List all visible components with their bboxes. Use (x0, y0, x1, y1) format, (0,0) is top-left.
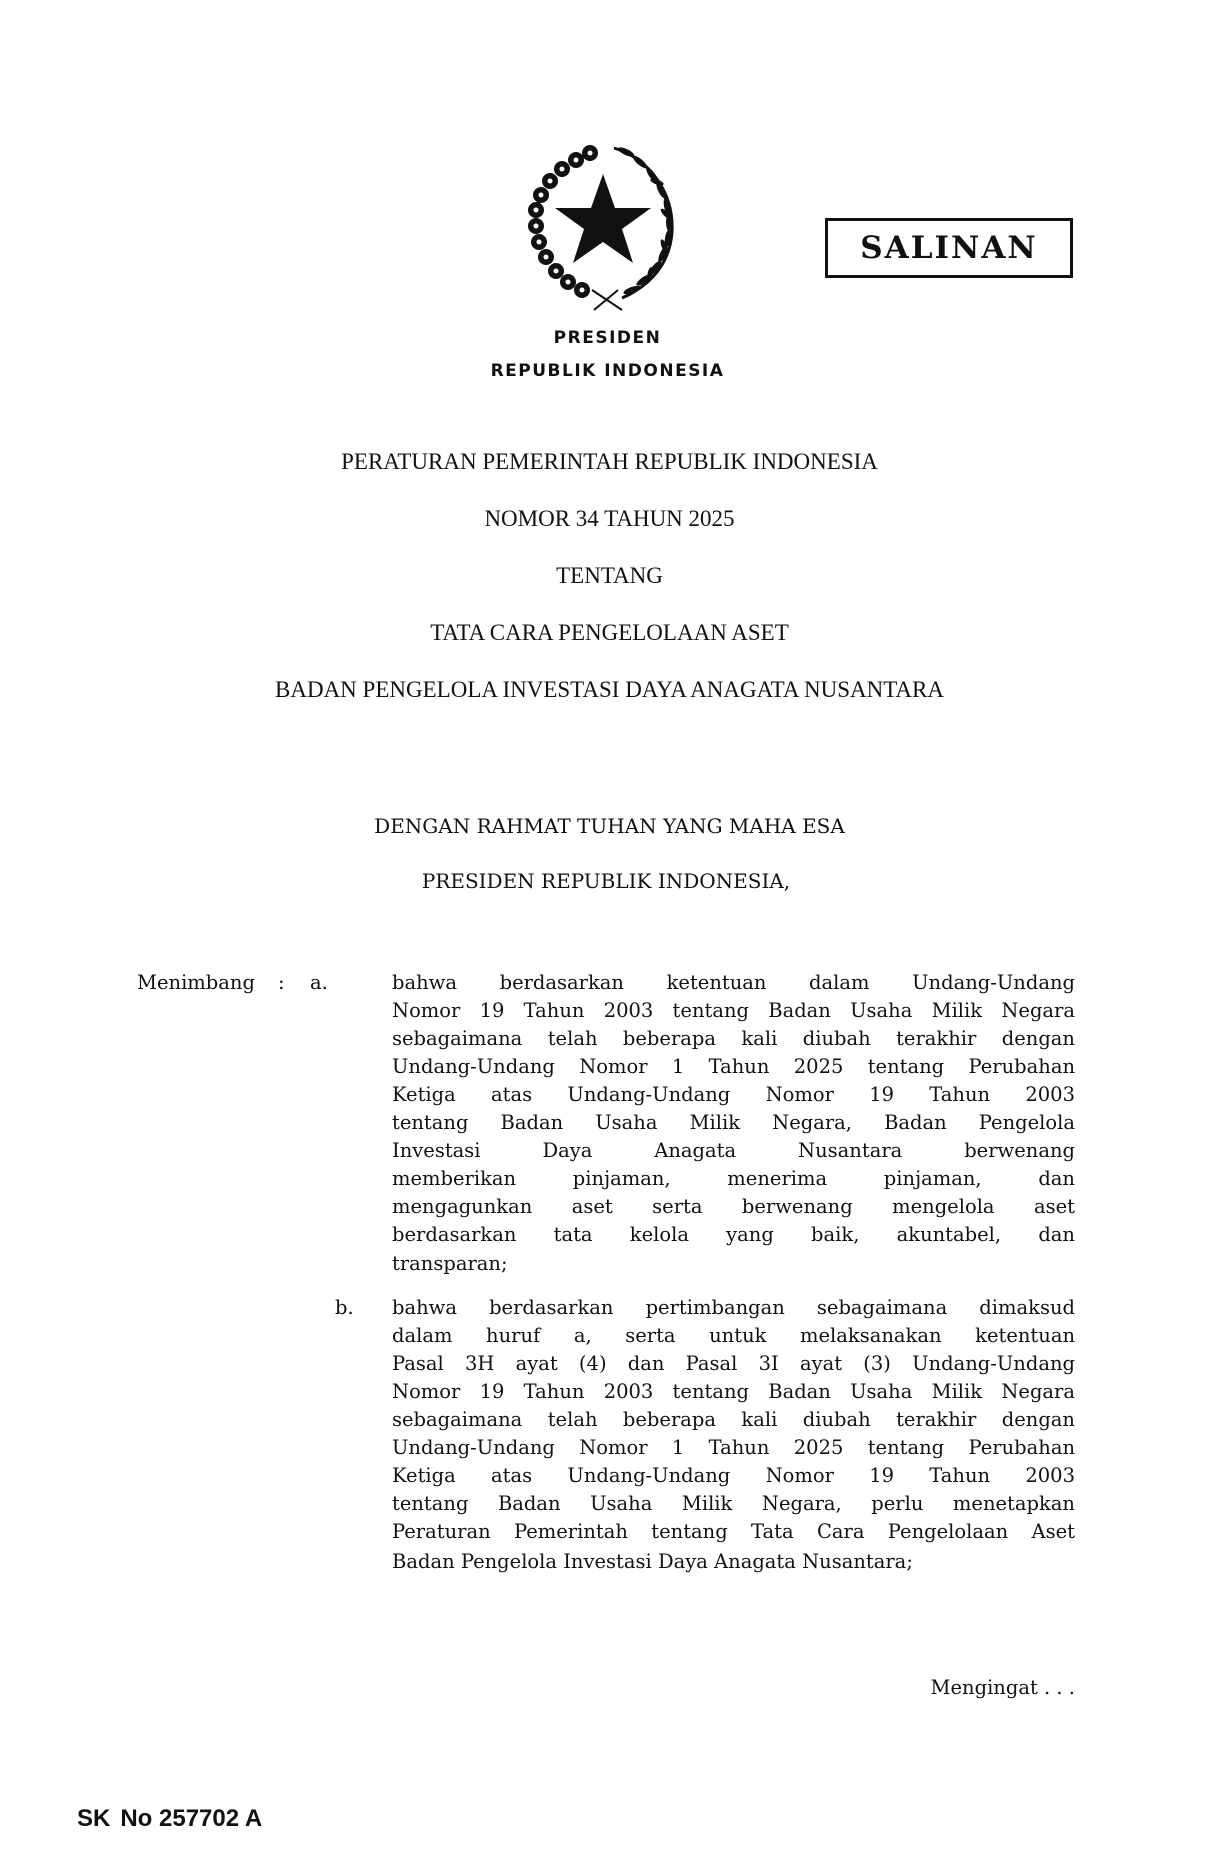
presidential-emblem-icon (522, 140, 684, 312)
item-a-line: bahwa berdasarkan ketentuan dalam Undang-Undang (392, 971, 1075, 994)
salinan-stamp-label: SALINAN (860, 230, 1038, 266)
regulation-subject-line2: BADAN PENGELOLA INVESTASI DAYA ANAGATA NUSANTARA (275, 677, 944, 702)
item-a-line: Ketiga atas Undang-Undang Nomor 19 Tahun 2003 (392, 1083, 1075, 1106)
item-a-line: tentang Badan Usaha Milik Negara, Badan Pengelola (392, 1111, 1075, 1134)
emblem-caption-republic: REPUBLIK INDONESIA (490, 361, 725, 381)
item-a-line: Undang-Undang Nomor 1 Tahun 2025 tentang Perubahan (392, 1055, 1075, 1078)
item-b-line: Pasal 3H ayat (4) dan Pasal 3I ayat (3) Undang-Undang (392, 1352, 1075, 1375)
item-b-line: Ketiga atas Undang-Undang Nomor 19 Tahun 2003 (392, 1464, 1075, 1487)
item-b-line: dalam huruf a, serta untuk melaksanakan ketentuan (392, 1324, 1075, 1347)
item-a-line: Nomor 19 Tahun 2003 tentang Badan Usaha Milik Negara (392, 999, 1075, 1022)
item-b-line: Nomor 19 Tahun 2003 tentang Badan Usaha Milik Negara (392, 1380, 1075, 1403)
regulation-number: NOMOR 34 TAHUN 2025 (484, 506, 735, 531)
item-a-line: transparan; (392, 1252, 508, 1275)
page-continuation: Mengingat . . . (930, 1676, 1075, 1699)
regulation-subject-line1: TATA CARA PENGELOLAAN ASET (430, 620, 789, 645)
item-b-line: bahwa berdasarkan pertimbangan sebagaimana dimaksud (392, 1296, 1075, 1319)
sk-number-value: No 257702 A (120, 1805, 263, 1832)
salinan-stamp (825, 218, 1073, 278)
preamble-president: PRESIDEN REPUBLIK INDONESIA, (421, 869, 791, 893)
item-b-line: Peraturan Pemerintah tentang Tata Cara Pengelolaan Aset (392, 1520, 1075, 1543)
item-b-line: sebagaimana telah beberapa kali diubah terakhir dengan (392, 1408, 1075, 1431)
item-b-line: Undang-Undang Nomor 1 Tahun 2025 tentang Perubahan (392, 1436, 1075, 1459)
regulation-about-label: TENTANG (556, 563, 663, 588)
preamble-invocation: DENGAN RAHMAT TUHAN YANG MAHA ESA (374, 814, 845, 838)
item-a-line: memberikan pinjaman, menerima pinjaman, dan (392, 1167, 1075, 1190)
item-marker-b: b. (335, 1296, 354, 1319)
emblem-caption-president: PRESIDEN (553, 328, 662, 348)
item-a-line: Investasi Daya Anagata Nusantara berwenang (392, 1139, 1075, 1162)
item-marker-a: a. (310, 971, 328, 994)
item-a-line: sebagaimana telah beberapa kali diubah terakhir dengan (392, 1027, 1075, 1050)
menimbang-colon: : (278, 971, 285, 994)
item-a-line: mengagunkan aset serta berwenang mengelola aset (392, 1195, 1075, 1218)
item-b-line: tentang Badan Usaha Milik Negara, perlu menetapkan (392, 1492, 1075, 1515)
sk-label: SK (77, 1805, 111, 1832)
item-a-line: berdasarkan tata kelola yang baik, akuntabel, dan (392, 1223, 1075, 1246)
item-b-line: Badan Pengelola Investasi Daya Anagata Nusantara; (392, 1550, 913, 1573)
regulation-type-heading: PERATURAN PEMERINTAH REPUBLIK INDONESIA (341, 449, 878, 474)
sk-number (77, 1806, 262, 1832)
menimbang-label: Menimbang (137, 971, 255, 994)
